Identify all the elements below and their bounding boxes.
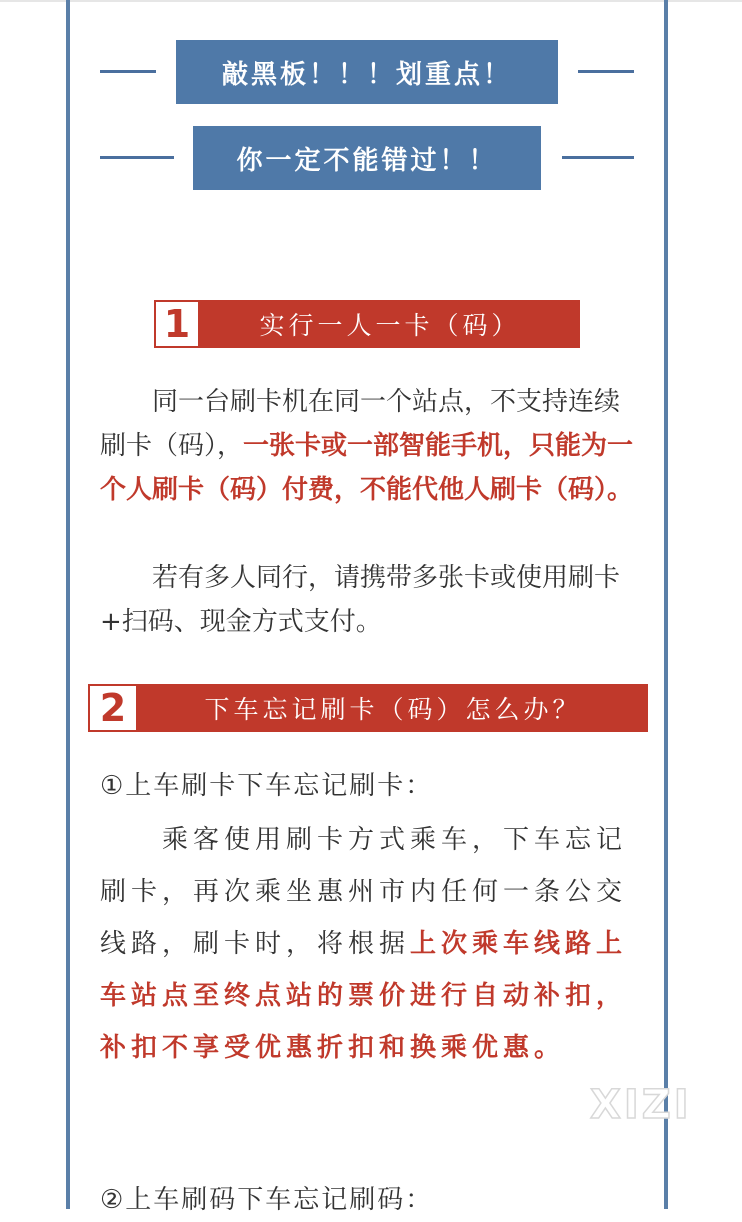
section1-p1-highlight: 一张卡或一部智能手机，只能为一个人刷卡（码）付费，不能代他人刷卡（码）。 [100,431,634,505]
banner2-right-rule [562,156,634,159]
site-watermark: XIZI [590,1082,692,1128]
section2-item1-heading: ①上车刷卡下车忘记刷卡： [100,771,434,801]
left-frame-line [66,0,70,1209]
section1-paragraph1 [100,380,640,512]
section2-item2-heading: ②上车刷码下车忘记刷码： [100,1185,434,1215]
section2-item1-text: 乘客使用刷卡方式乘车，下车忘记刷卡，再次乘坐惠州市内任何一条公交线路，刷卡时，将根据 [100,825,628,959]
section2-number: 2 [88,684,138,732]
section2-item1-highlight: 上次乘车线路上车站点至终点站的票价进行自动补扣，补扣不享受优惠折扣和换乘优惠。 [100,929,628,1063]
section1-title: 实行一人一卡（码） [200,300,580,348]
banner1-left-rule [100,70,156,73]
top-divider [0,0,742,2]
right-frame-line [664,0,668,1209]
section1-p1-text: 同一台刷卡机在同一个站点，不支持连续刷卡（码）， [100,387,621,461]
banner-dont-miss [193,126,541,190]
section1-header [154,300,580,348]
banner-dont-miss-text: 你一定不能错过！！ [236,145,498,176]
section2-item1-body [100,814,640,1074]
banner-highlight [176,40,558,104]
banner1-right-rule [578,70,634,73]
section1-paragraph2: 若有多人同行，请携带多张卡或使用刷卡+扫码、现金方式支付。 [100,563,621,637]
banner-highlight-text: 敲黑板！！！划重点！ [221,59,512,90]
section2-header [88,684,648,732]
section1-number: 1 [154,300,200,348]
section2-title: 下车忘记刷卡（码）怎么办？ [138,684,648,732]
banner2-left-rule [100,156,174,159]
